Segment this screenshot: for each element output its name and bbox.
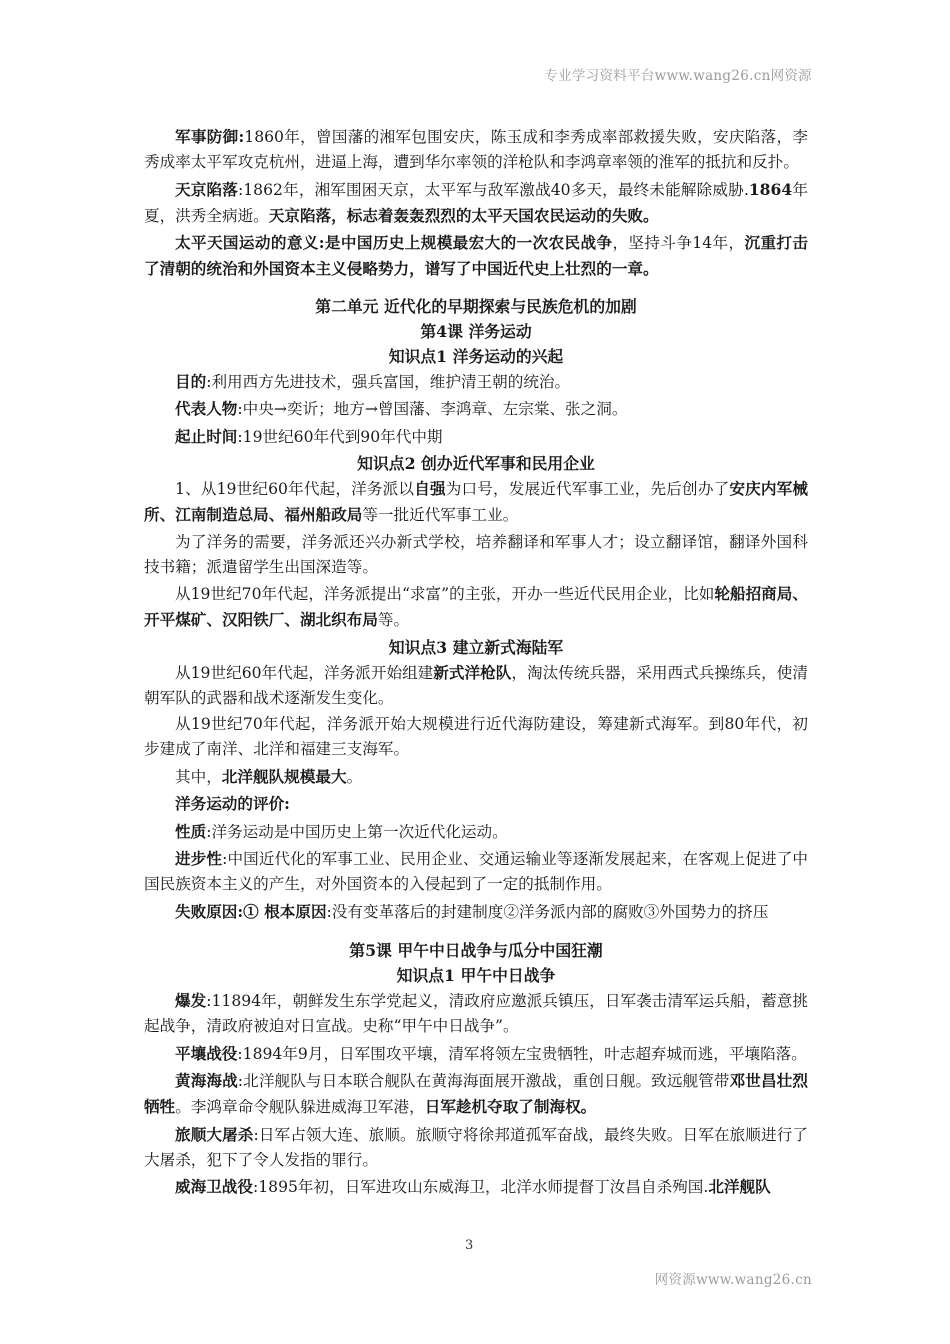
evaluation-title: 洋务运动的评价: <box>175 794 290 813</box>
paragraph-military-industry: 1、从19世纪60年代起，洋务派以自强为口号，发展近代军事工业，先后创办了安庆内军械所、江南制造总局、福州船政局等一批近代军事工业。 <box>144 479 808 524</box>
paragraph-nature: 性质:洋务运动是中国历史上第一次近代化运动。 <box>175 821 508 841</box>
knowledge-point-title: 知识点1 洋务运动的兴起 <box>388 346 564 366</box>
paragraph-lushun: 旅顺大屠杀:日军占领大连、旅顺。旅顺守将徐邦道孤军奋战，最终失败。日军在旅顺进行了大屠杀，犯下了令人发指的罪行。 <box>144 1124 808 1169</box>
paragraph-tianjing-fall: 天京陷落:1862年，湘军围困天京，太平军与敌军激战40多天，最终未能解除威胁.1864年夏，洪秀全病逝。天京陷落，标志着轰轰烈烈的太平天国农民运动的失败。 <box>144 179 808 225</box>
paragraph-beiyang: 其中，北洋舰队规模最大。 <box>175 766 363 786</box>
paragraph-failure: 失败原因:① 根本原因:没有变革落后的封建制度②洋务派内部的腐败③外国势力的挤压 <box>175 901 769 921</box>
page-footer: 网资源www.wang26.cn <box>654 1272 812 1288</box>
paragraph-figures: 代表人物:中央→奕䜣；地方→曾国藩、李鸿章、左宗棠、张之洞。 <box>175 399 628 418</box>
term-tianjing-fall: 天京陷落 <box>175 179 238 199</box>
paragraph-new-army: 从19世纪60年代起，洋务派开始组建新式洋枪队，淘汰传统兵器，采用西式兵操练兵，使清朝军队的武器和战术逐渐发生变化。 <box>144 662 808 707</box>
paragraph-military-defense: 军事防御:1860年，曾国藩的湘军包围安庆，陈玉成和李秀成率部救援失败，安庆陷落，李秀成率太平军攻克杭州，进逼上海，遭到华尔率领的洋枪队和李鸿章率领的淮军的抵抗和反扑。 <box>144 127 808 171</box>
page-header: 专业学习资料平台www.wang26.cn网资源 <box>544 68 812 84</box>
paragraph-progress: 进步性:中国近代化的军事工业、民用企业、交通运输业等逐渐发展起来，在客观上促进了中国民族资本主义的产生，对外国资本的入侵起到了一定的抵制作用。 <box>144 849 808 893</box>
paragraph-education: 为了洋务的需要，洋务派还兴办新式学校，培养翻译和军事人才；设立翻译馆，翻译外国科技书籍；派遣留学生出国深造等。 <box>144 532 808 576</box>
paragraph-taiping-significance: 太平天国运动的意义:是中国历史上规模最宏大的一次农民战争，坚持斗争14年，沉重打击了清朝的统治和外国资本主义侵略势力，谱写了中国近代史上壮烈的一章。 <box>144 233 808 278</box>
paragraph-navy: 从19世纪70年代起，洋务派开始大规模进行近代海防建设，筹建新式海军。到80年代，初步建成了南洋、北洋和福建三支海军。 <box>144 715 808 758</box>
knowledge-point-title: 知识点1 甲午中日战争 <box>396 966 556 985</box>
paragraph-yellow-sea: 黄海海战:北洋舰队与日本联合舰队在黄海海面展开激战，重创日舰。致远舰管带邓世昌壮烈牺牲。李鸿章命令舰队躲进威海卫军港，日军趁机夺取了制海权。 <box>144 1071 808 1116</box>
paragraph-weihaiwei: 威海卫战役:1895年初，日军进攻山东威海卫，北洋水师提督丁汝昌自杀殉国.北洋舰队 <box>175 1177 771 1196</box>
paragraph-outbreak: 爆发:11894年，朝鲜发生东学党起义，清政府应邀派兵镇压，日军袭击清军运兵船，蓄意挑起战争，清政府被迫对日宣战。史称“甲午中日战争”。 <box>144 991 808 1035</box>
paragraph-civil-enterprises: 从19世纪70年代起，洋务派提出“求富”的主张，开办一些近代民用企业，比如轮船招商局、开平煤矿、汉阳铁厂、湖北织布局等。 <box>144 584 808 629</box>
paragraph-purpose: 目的:利用西方先进技术，强兵富国，维护清王朝的统治。 <box>175 371 571 391</box>
paragraph-pyongyang: 平壤战役:1894年9月，日军围攻平壤，清军将领左宝贵牺牲，叶志超弃城而逃，平壤陷落。 <box>175 1043 807 1063</box>
lesson-4-title: 第4课 洋务运动 <box>420 321 532 341</box>
term-military-defense: 军事防御: <box>175 127 245 146</box>
document-body <box>144 124 808 1202</box>
paragraph-period: 起止时间:19世纪60年代到90年代中期 <box>175 426 443 446</box>
lesson-5-title: 第5课 甲午中日战争与瓜分中国狂潮 <box>349 941 603 960</box>
unit-title: 第二单元 近代化的早期探索与民族危机的加剧 <box>315 296 637 316</box>
knowledge-point-title: 知识点2 创办近代军事和民用企业 <box>357 454 595 473</box>
page-number: 3 <box>465 1238 474 1253</box>
knowledge-point-title: 知识点3 建立新式海陆军 <box>388 637 564 657</box>
